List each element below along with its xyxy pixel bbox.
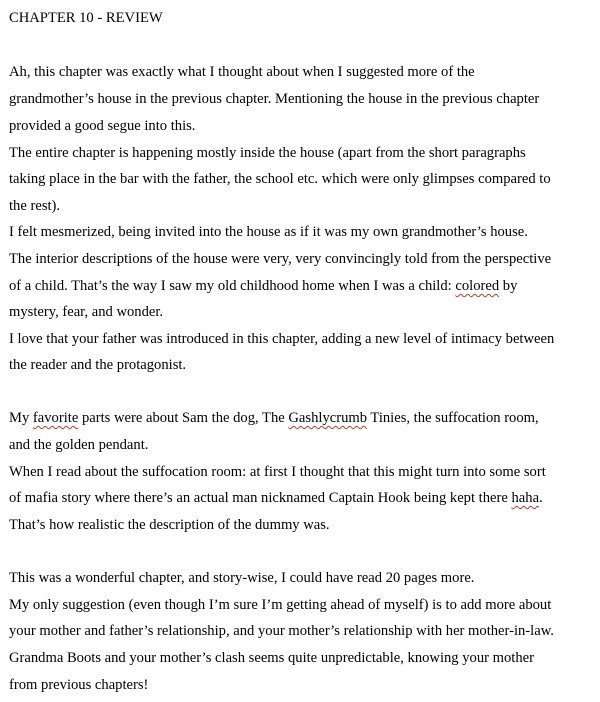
text-line: Ah, this chapter was exactly what I thought about when I suggested more of the	[9, 64, 475, 80]
chapter-title: CHAPTER 10 - REVIEW	[9, 10, 163, 26]
spelling-flag[interactable]: Gashlycrumb	[288, 410, 368, 426]
text-line: and the golden pendant.	[9, 437, 149, 453]
spelling-flag[interactable]: haha	[511, 490, 540, 506]
text-line: provided a good segue into this.	[9, 118, 196, 134]
spelling-flag[interactable]: colored	[455, 278, 500, 294]
text-line: grandmother’s house in the previous chapter. Mentioning the house in the previous chapter	[9, 91, 540, 107]
text-line: taking place in the bar with the father, the school etc. which were only glimpses compared to	[9, 171, 551, 187]
text-line: My only suggestion (even though I’m sure I’m getting ahead of myself) is to add more about	[9, 597, 552, 613]
text-line: your mother and father’s relationship, and your mother’s relationship with her mother-in-law.	[9, 623, 554, 639]
text-line: That’s how realistic the description of the dummy was.	[9, 517, 330, 533]
text-line: The entire chapter is happening mostly inside the house (apart from the short paragraphs	[9, 145, 526, 161]
text-line: of a child. That’s the way I saw my old childhood home when I was a child: colored by	[9, 278, 518, 294]
text-line: mystery, fear, and wonder.	[9, 304, 164, 320]
text-line: from previous chapters!	[9, 677, 149, 693]
text-line: When I read about the suffocation room: at first I thought that this might turn into some sort	[9, 464, 546, 480]
text-line: I felt mesmerized, being invited into the house as if it was my own grandmother’s house.	[9, 224, 528, 240]
text-line: The interior descriptions of the house were very, very convincingly told from the perspective	[9, 251, 552, 267]
text-line: My favorite parts were about Sam the dog, The Gashlycrumb Tinies, the suffocation room,	[9, 410, 539, 426]
text-line: This was a wonderful chapter, and story-wise, I could have read 20 pages more.	[9, 570, 475, 586]
text-line: the reader and the protagonist.	[9, 357, 187, 373]
text-line: I love that your father was introduced in this chapter, adding a new level of intimacy between	[9, 331, 555, 347]
text-line: of mafia story where there’s an actual man nicknamed Captain Hook being kept there haha.	[9, 490, 543, 506]
spelling-flag[interactable]: favorite	[32, 410, 79, 426]
text-line: the rest).	[9, 198, 61, 214]
text-line: Grandma Boots and your mother’s clash seems quite unpredictable, knowing your mother	[9, 650, 534, 666]
